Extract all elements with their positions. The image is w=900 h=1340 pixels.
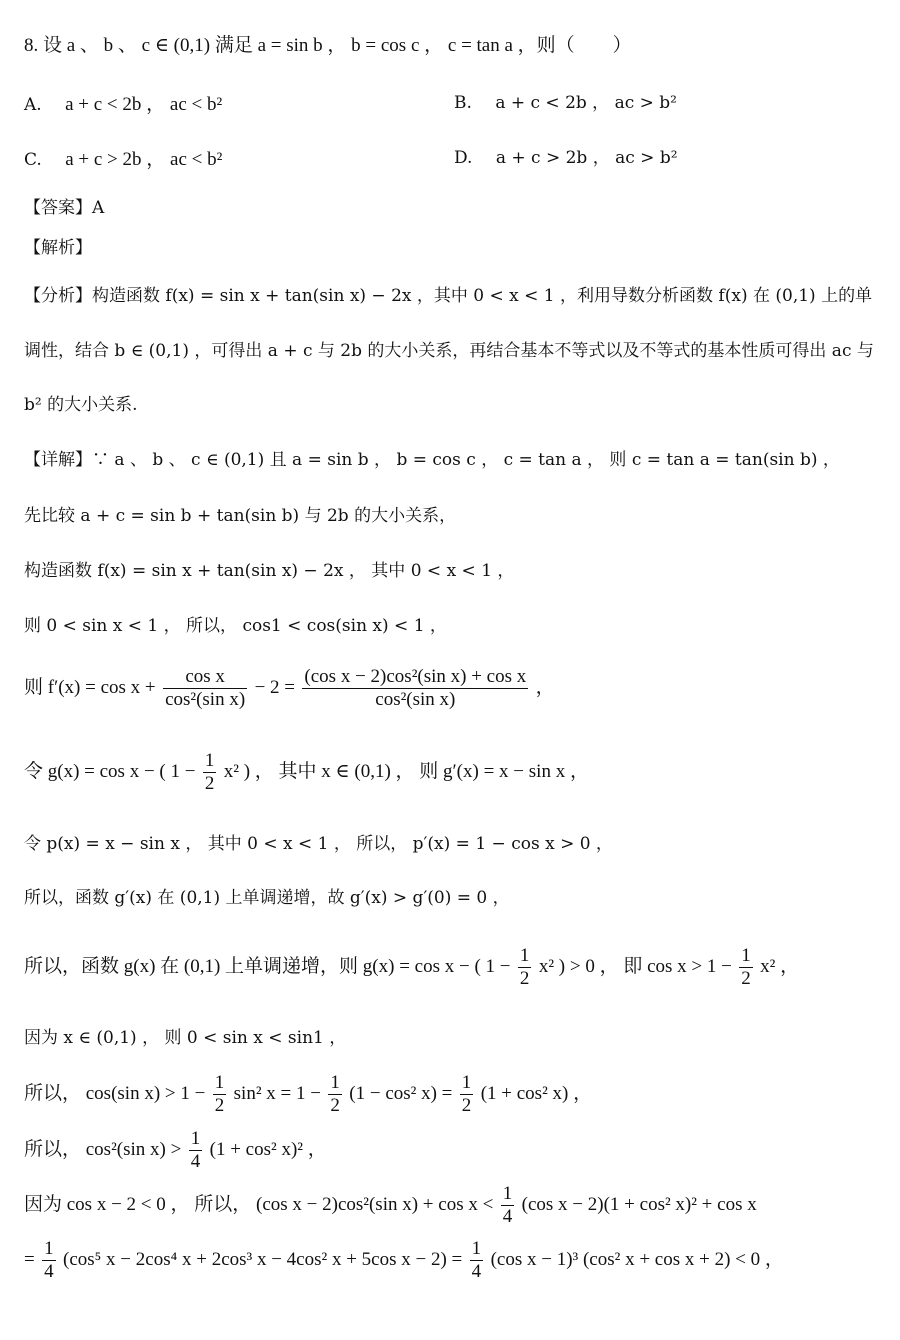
fraction: $\frac{\text{(cos x − 2)cos²(sin x) + cos x}}{\text{cos²(sin x)}}$ [304, 666, 527, 710]
option-c-text: a + c > 2b ， ac < b² [65, 149, 223, 170]
detail-line-1: 【详解】∵ a 、 b 、 c ∈ (0,1) 且 a = sin b ， b = cos c ， c = tan a ， 则 c = tan a = tan(sin b) ， [24, 450, 840, 470]
fraction: $\frac{1}{4}$ [190, 1128, 201, 1172]
detail-line-12: 所以， cos²(sin x) > $\frac{1}{4}$ (1 + cos² x)² ， [24, 1128, 327, 1172]
option-d-label: D. [454, 148, 473, 168]
option-b-label: B. [454, 93, 472, 113]
detail-line-7: 令 p(x) = x − sin x ， 其中 0 < x < 1 ， 所以， p′(x) = 1 − cos x > 0 ， [24, 834, 613, 854]
question-stem: 8. 设 a 、 b 、 c ∈ (0,1) 满足 a = sin b ， b = cos c ， c = tan a ，则（ ） [24, 35, 632, 56]
option-d-text: a + c > 2b ， ac > b² [495, 148, 678, 168]
fraction: $\frac{1}{2}$ [204, 750, 215, 794]
fraction: $\frac{1}{2}$ [741, 945, 751, 989]
option-c-label: C. [24, 150, 42, 170]
option-a [24, 95, 222, 114]
fraction: $\frac{1}{2}$ [519, 945, 530, 989]
option-c [24, 150, 222, 169]
fraction: $\frac{\text{cos x}}{\text{cos²(sin x)}}$ [165, 666, 246, 710]
fraction: $\frac{1}{2}$ [461, 1072, 472, 1116]
option-d [454, 150, 678, 167]
detail-line-8: 所以，函数 g′(x) 在 (0,1) 上单调递增，故 g′(x) > g′(0) = 0 ， [24, 888, 510, 908]
fenxi-line-1: 【分析】构造函数 f(x) = sin x + tan(sin x) − 2x ，其中 0 < x < 1 ，利用导数分析函数 f(x) 在 (0,1) 上的单 [24, 286, 873, 306]
fenxi-line-3: b² 的大小关系. [24, 395, 138, 415]
detail-line-4: 则 0 < sin x < 1 ， 所以， cos1 < cos(sin x) < 1 ， [24, 616, 447, 636]
detail-line-10: 因为 x ∈ (0,1) ， 则 0 < sin x < sin1 ， [24, 1028, 347, 1048]
fraction: $\frac{1}{2}$ [214, 1072, 225, 1116]
detail-line-9: 所以，函数 g(x) 在 (0,1) 上单调递增，则 g(x) = cos x − ( 1 − $\frac{1}{2}$ x² ) > 0 ， 即 cos x > 1 − $\frac{1}{2}$ x² ， [24, 945, 800, 989]
detail-line-14: = $\frac{1}{4}$ (cos⁵ x − 2cos⁴ x + 2cos³ x − 4cos² x + 5cos x − 2) = $\frac{1}{4}$ (cos x − 1)³ (cos² x + cos x + 2) < 0 ， [24, 1238, 784, 1282]
option-a-text: a + c < 2b ， ac < b² [65, 94, 223, 115]
fraction: $\frac{1}{4}$ [471, 1238, 482, 1282]
option-b [454, 95, 677, 112]
fraction: $\frac{1}{2}$ [330, 1072, 340, 1116]
detail-line-6: 令 g(x) = cos x − ( 1 − $\frac{1}{2}$ x² ) ， 其中 x ∈ (0,1) ， 则 g′(x) = x − sin x ， [24, 750, 589, 794]
fenxi-line-2: 调性，结合 b ∈ (0,1) ，可得出 a + c 与 2b 的大小关系，再结合基本不等式以及不等式的基本性质可得出 ac 与 [24, 341, 874, 361]
detail-line-13: 因为 cos x − 2 < 0 ， 所以， (cos x − 2)cos²(sin x) + cos x < $\frac{1}{4}$ (cos x − 2)(1 + cos² x)² + cos x [24, 1183, 757, 1227]
detail-line-3: 构造函数 f(x) = sin x + tan(sin x) − 2x ， 其中 0 < x < 1 ， [24, 561, 515, 581]
fraction: $\frac{1}{4}$ [502, 1183, 513, 1227]
detail-line-11: 所以， cos(sin x) > 1 − $\frac{1}{2}$ sin² x = 1 − $\frac{1}{2}$ (1 − cos² x) = $\frac{1}{2}$ (1 + cos² x) ， [24, 1072, 593, 1116]
option-a-label: A. [24, 95, 42, 115]
answer-line: 【答案】A [24, 198, 105, 218]
fraction: $\frac{1}{4}$ [44, 1238, 54, 1282]
detail-line-2: 先比较 a + c = sin b + tan(sin b) 与 2b 的大小关系， [24, 506, 457, 526]
detail-line-5: 则 f′(x) = cos x + $\frac{\text{cos x}}{\text{cos²(sin x)}}$ − 2 = $\frac{\text{(cos x − 2)cos²(sin x) + cos x}}{\text{cos²(sin x)}}$ ， [24, 666, 555, 710]
analysis-header: 【解析】 [24, 238, 92, 258]
option-b-text: a + c < 2b ， ac > b² [495, 93, 677, 113]
